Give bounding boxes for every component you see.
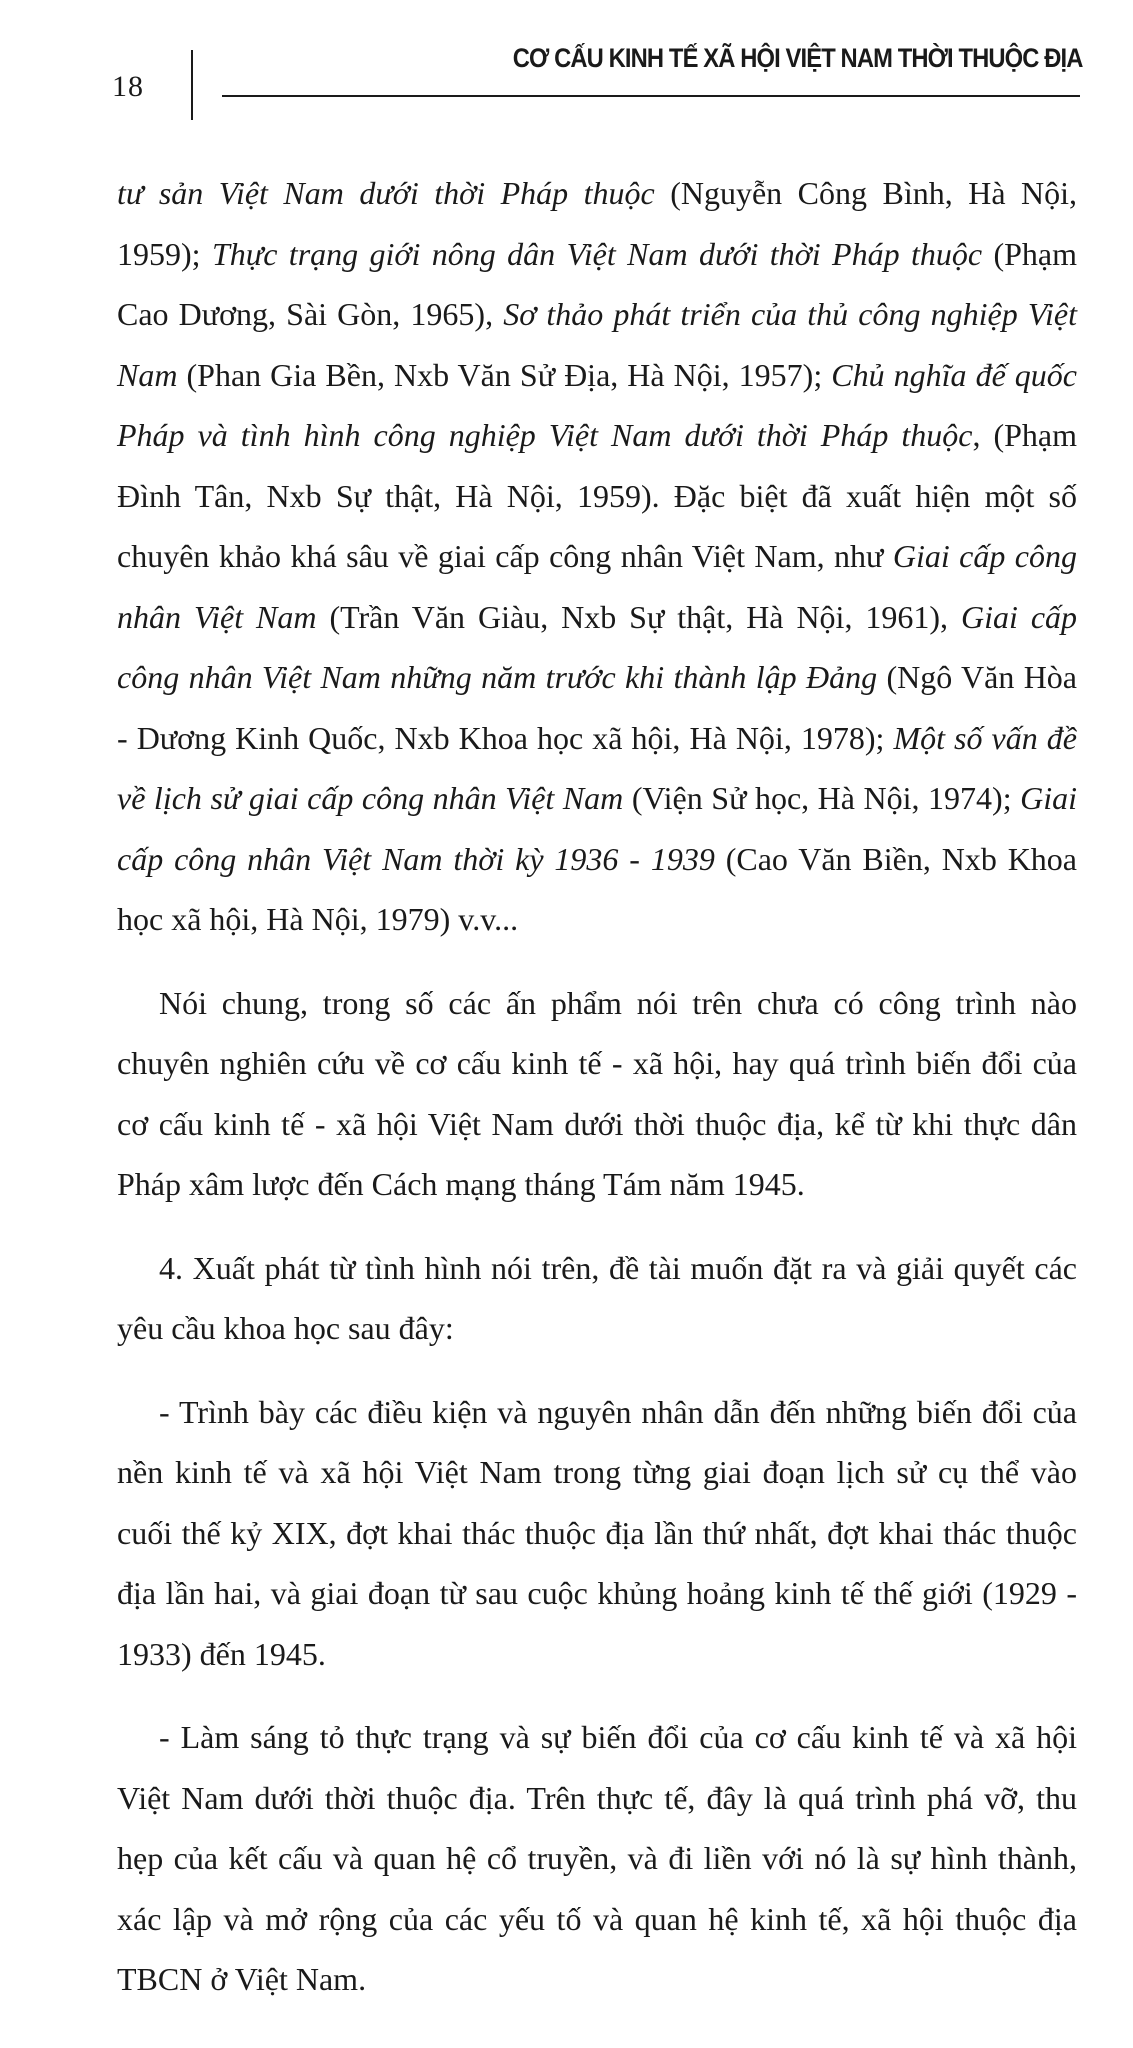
header-divider-vertical (191, 50, 193, 120)
text-run: Giai cấp công nhân Việt Nam những năm trước khi thành lập Đảng (117, 598, 1078, 695)
text-run: (Nguyễn Công Bình, Hà Nội, 1959); (117, 175, 1077, 272)
page-header (0, 0, 1133, 120)
paragraph-bibliography (117, 163, 1077, 950)
text-run: (Viện Sử học, Hà Nội, 1974); (623, 780, 1021, 816)
text-run: (Ngô Văn Hòa - Dương Kinh Quốc, Nxb Khoa học xã hội, Hà Nội, 1978); (117, 659, 1078, 756)
text-run: Chủ nghĩa đế quốc Pháp và tình hình công nghiệp Việt Nam dưới thời Pháp thuộc (117, 356, 1078, 453)
page-number: 18 (112, 70, 144, 103)
paragraph-objective-1: - Trình bày các điều kiện và nguyên nhân dẫn đến những biến đổi của nền kinh tế và xã hội Việt Nam trong từng giai đoạn lịch sử cụ thể vào cuối thế kỷ XIX, đợt khai thác thuộc địa lần thứ nhất, đợt khai thác thuộc địa lần hai, và giai đoạn từ sau cuộc khủng hoảng kinh tế thế giới (1929 - 1933) đến 1945. (117, 1393, 1077, 1672)
header-rule (222, 95, 1080, 97)
body-text (117, 163, 1077, 2010)
paragraph-summary: Nói chung, trong số các ấn phẩm nói trên chưa có công trình nào chuyên nghiên cứu về cơ cấu kinh tế - xã hội, hay quá trình biến đổi của cơ cấu kinh tế - xã hội Việt Nam dưới thời thuộc địa, kể từ khi thực dân Pháp xâm lược đến Cách mạng tháng Tám năm 1945. (117, 984, 1077, 1202)
running-title: CƠ CẤU KINH TẾ XÃ HỘI VIỆT NAM THỜI THUỘC ĐỊA (513, 43, 1083, 73)
text-run: Giai cấp công nhân Việt Nam (117, 538, 1078, 635)
text-run: Sơ thảo phát triển của thủ công nghiệp Việt Nam (117, 296, 1078, 393)
text-run: (Phan Gia Bền, Nxb Văn Sử Địa, Hà Nội, 1957); (177, 356, 832, 393)
text-run: , (Phạm Đình Tân, Nxb Sự thật, Hà Nội, 1959). Đặc biệt đã xuất hiện một số chuyên khảo khá sâu về giai cấp công nhân Việt Nam, như (117, 417, 1078, 574)
text-run: (Phạm Cao Dương, Sài Gòn, 1965), (117, 235, 1078, 332)
paragraph-objectives-intro: 4. Xuất phát từ tình hình nói trên, đề tài muốn đặt ra và giải quyết các yêu cầu khoa học sau đây: (117, 1249, 1077, 1346)
text-run: tư sản Việt Nam dưới thời Pháp thuộc (117, 175, 655, 211)
text-run: (Trần Văn Giàu, Nxb Sự thật, Hà Nội, 1961), (316, 598, 961, 635)
text-run: (Cao Văn Biền, Nxb Khoa học xã hội, Hà Nội, 1979) v.v... (117, 840, 1078, 937)
text-run: Một số vấn đề về lịch sử giai cấp công nhân Việt Nam (117, 719, 1078, 816)
paragraph-objective-2: - Làm sáng tỏ thực trạng và sự biến đổi của cơ cấu kinh tế và xã hội Việt Nam dưới thời thuộc địa. Trên thực tế, đây là quá trình phá vỡ, thu hẹp của kết cấu và quan hệ cổ truyền, và đi liền với nó là sự hình thành, xác lập và mở rộng của các yếu tố và quan hệ kinh tế, xã hội thuộc địa TBCN ở Việt Nam. (117, 1719, 1077, 1997)
text-run: Thực trạng giới nông dân Việt Nam dưới thời Pháp thuộc (211, 235, 983, 272)
text-run: Giai cấp công nhân Việt Nam thời kỳ 1936 - 1939 (117, 780, 1078, 877)
